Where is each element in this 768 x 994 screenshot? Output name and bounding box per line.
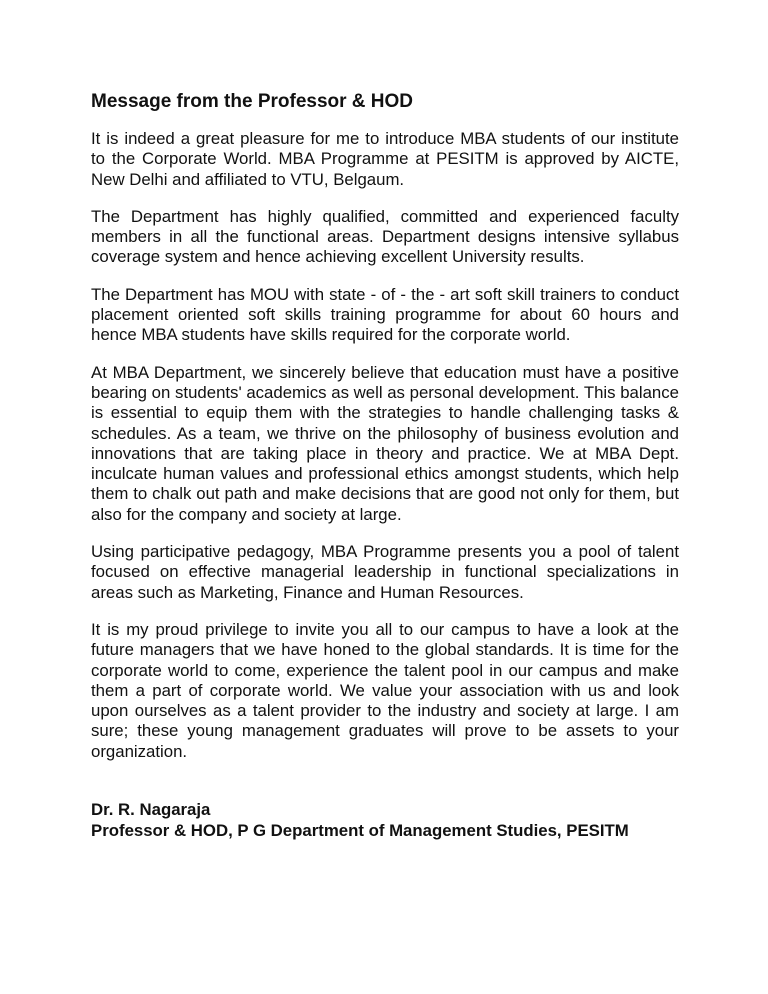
paragraph-mou: The Department has MOU with state - of - the - art soft skill trainers to conduct placement oriented soft skills training programme for about 60 hours and hence MBA students have skills required for the corporate world. (91, 284, 679, 345)
signature-block (91, 799, 679, 841)
document-title: Message from the Professor & HOD (91, 91, 414, 112)
signatory-designation: Professor & HOD, P G Department of Management Studies, PESITM (91, 821, 629, 841)
paragraph-invitation: It is my proud privilege to invite you all to our campus to have a look at the future managers that we have honed to the global standards. It is time for the corporate world to come, experience the talent pool in our campus and make them a part of corporate world. We value your association with us and look upon ourselves as a talent provider to the industry and society at large. I am sure; these young management graduates will prove to be assets to your organization. (91, 619, 679, 761)
paragraph-introduction: It is indeed a great pleasure for me to introduce MBA students of our institute to the Corporate World. MBA Programme at PESITM is approved by AICTE, New Delhi and affiliated to VTU, Belgaum. (91, 129, 679, 189)
paragraph-pedagogy: Using participative pedagogy, MBA Programme presents you a pool of talent focused on effective managerial leadership in functional specializations in areas such as Marketing, Finance and Human Resources. (91, 542, 679, 602)
document-page (91, 90, 679, 841)
paragraph-philosophy: At MBA Department, we sincerely believe that education must have a positive bearing on students' academics as well as personal development. This balance is essential to equip them with the strategies to handle challenging tasks & schedules. As a team, we thrive on the philosophy of business evolution and innovations that are taking place in theory and practice. We at MBA Dept. inculcate human values and professional ethics amongst students, which help them to chalk out path and make decisions that are good not only for them, but also for the company and society at large. (91, 362, 679, 524)
paragraph-faculty: The Department has highly qualified, committed and experienced faculty members in all the functional areas. Department designs intensive syllabus coverage system and hence achieving excellent University results. (91, 206, 679, 267)
signatory-name: Dr. R. Nagaraja (91, 800, 211, 820)
